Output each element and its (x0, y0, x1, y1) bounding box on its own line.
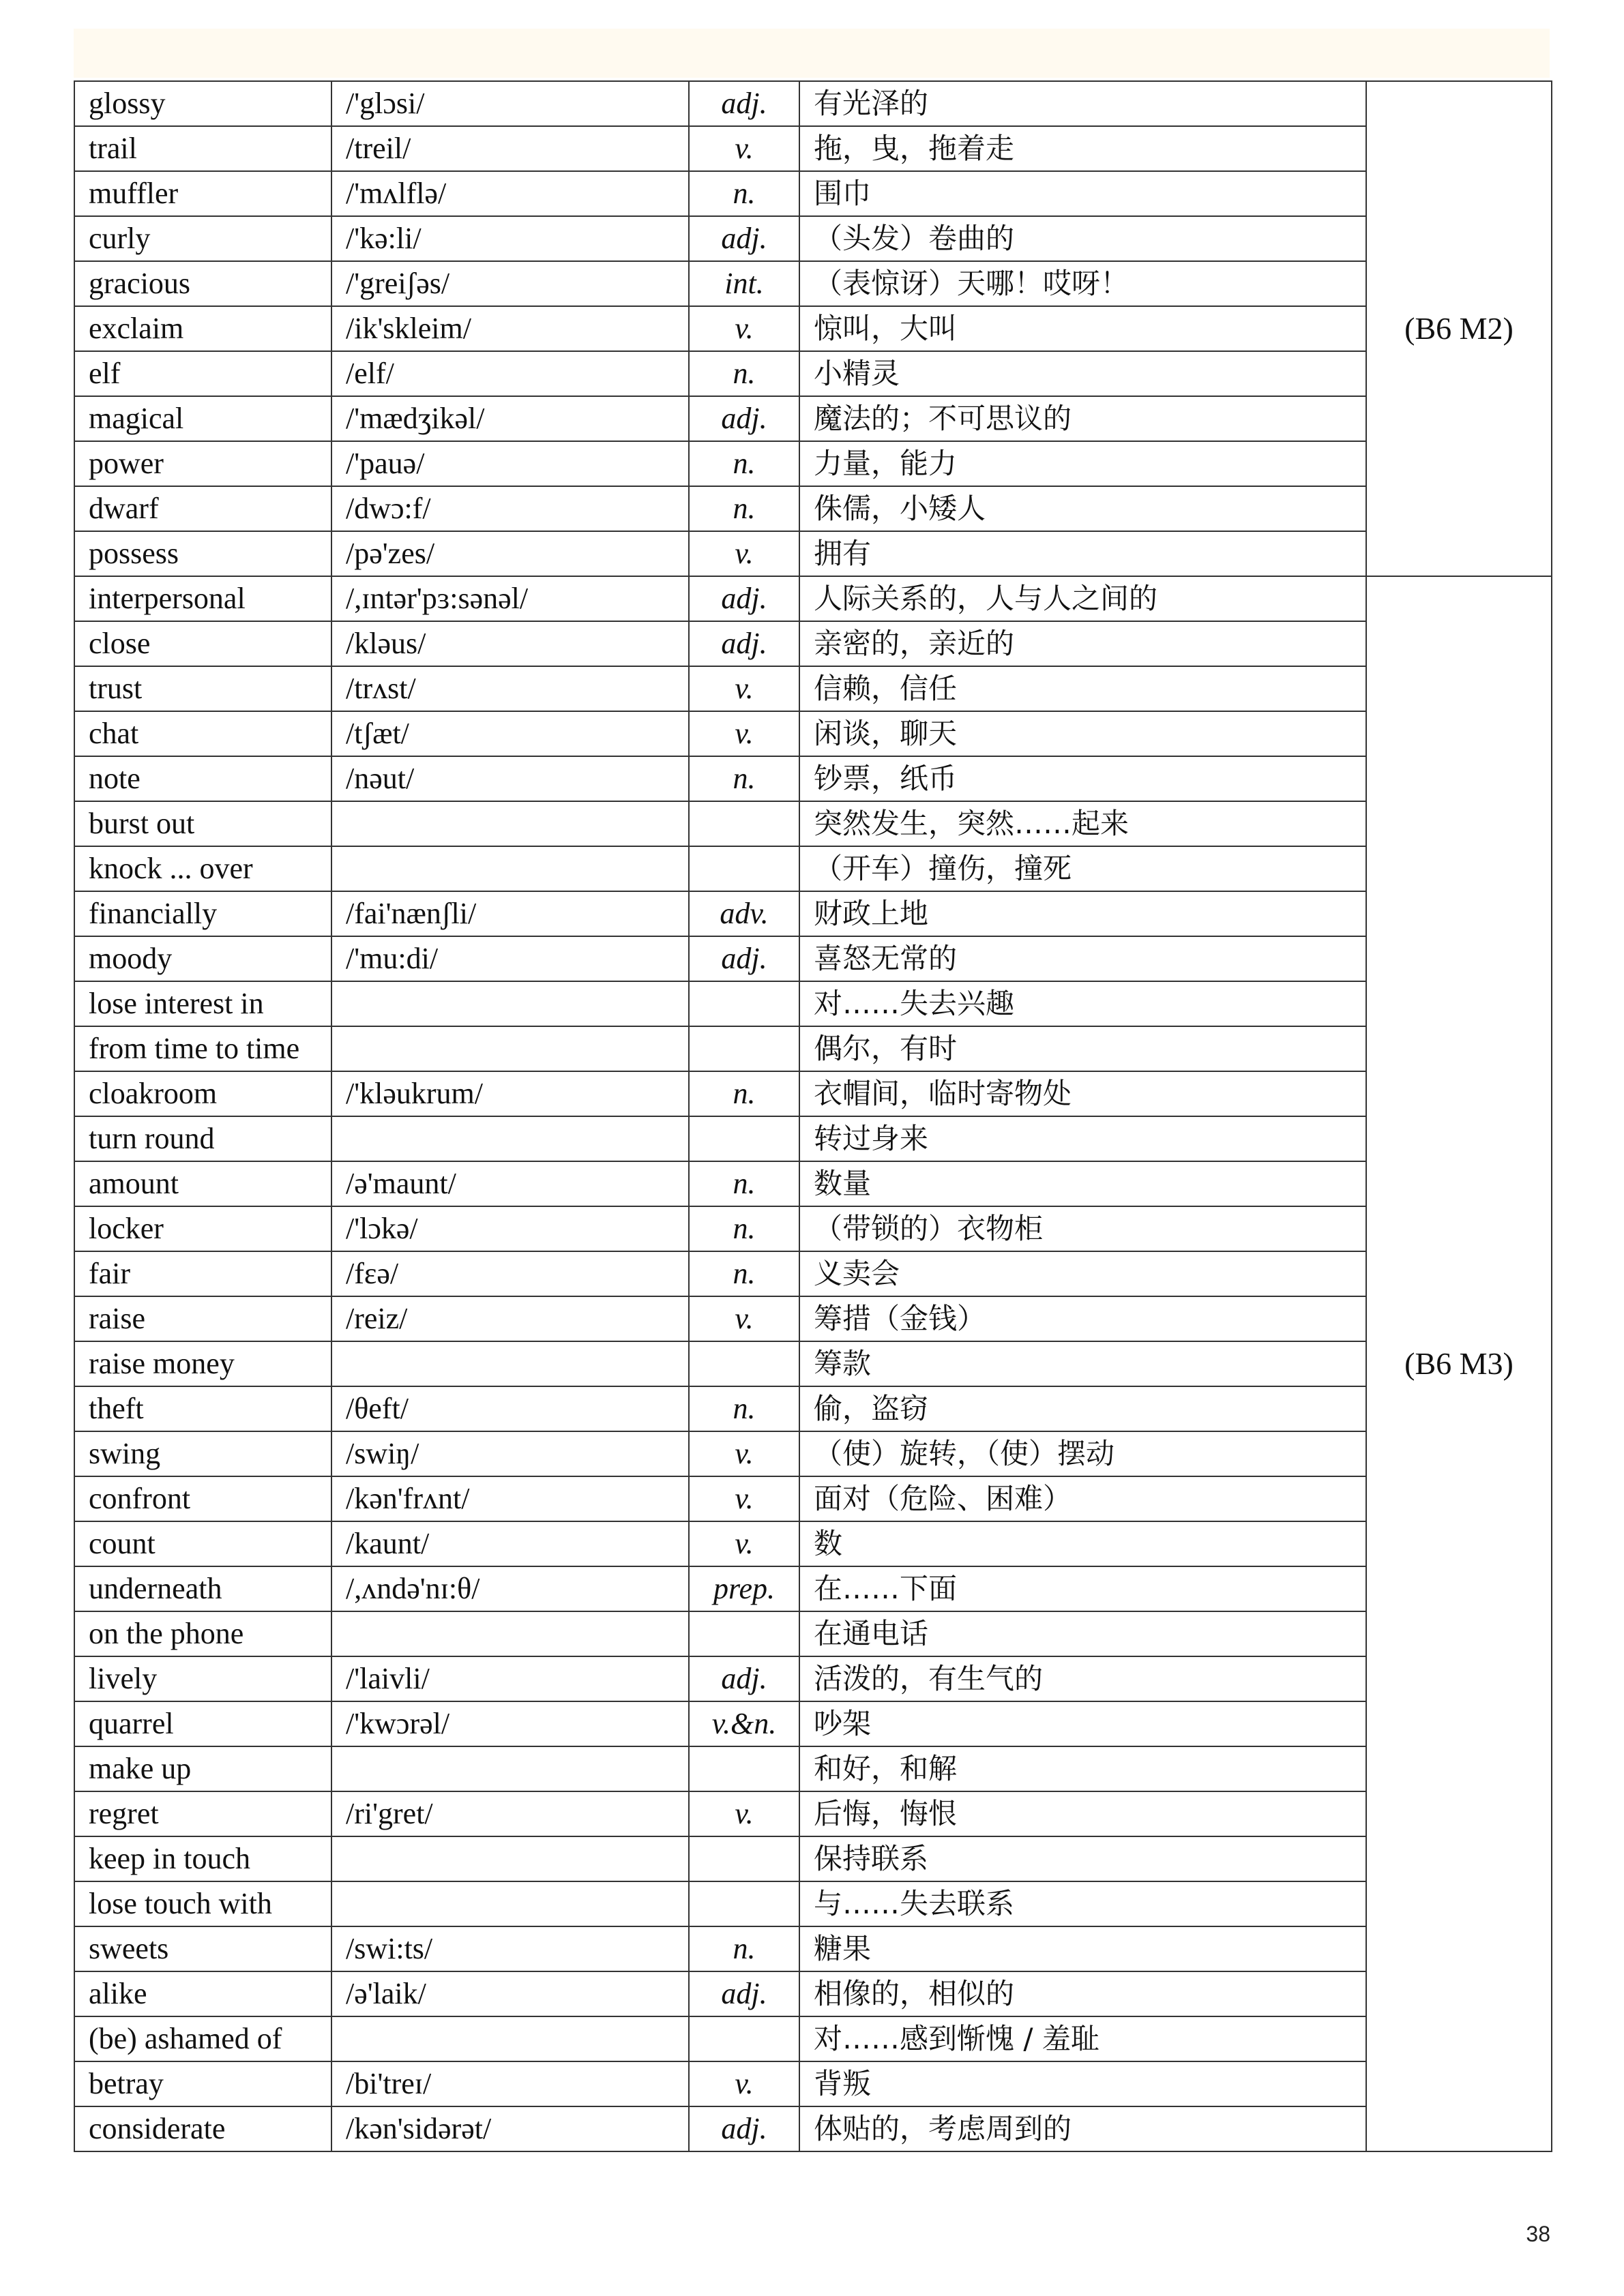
table-row (74, 576, 1552, 621)
meaning-cell: 面对（危险、困难） (799, 1476, 1366, 1521)
word-cell: close (74, 621, 331, 666)
word-cell: locker (74, 1206, 331, 1251)
table-row (74, 1656, 1552, 1701)
table-row (74, 846, 1552, 891)
table-row (74, 486, 1552, 531)
table-row (74, 2106, 1552, 2151)
meaning-cell: 保持联系 (799, 1836, 1366, 1881)
meaning-cell: 与……失去联系 (799, 1881, 1366, 1926)
table-row (74, 2061, 1552, 2106)
part-of-speech-cell: v. (689, 1476, 799, 1521)
phonetic-cell: /elf/ (331, 351, 689, 396)
table-row (74, 1746, 1552, 1791)
phonetic-cell (331, 1116, 689, 1161)
meaning-cell: 亲密的，亲近的 (799, 621, 1366, 666)
table-row (74, 1116, 1552, 1161)
part-of-speech-cell: adj. (689, 396, 799, 441)
part-of-speech-cell (689, 1341, 799, 1386)
phonetic-cell: /fai'nænʃli/ (331, 891, 689, 936)
word-cell: from time to time (74, 1026, 331, 1071)
part-of-speech-cell: n. (689, 1926, 799, 1971)
phonetic-cell: /kaunt/ (331, 1521, 689, 1566)
phonetic-cell (331, 1611, 689, 1656)
part-of-speech-cell: v. (689, 2061, 799, 2106)
meaning-cell: （带锁的）衣物柜 (799, 1206, 1366, 1251)
part-of-speech-cell: v. (689, 306, 799, 351)
table-row (74, 216, 1552, 261)
phonetic-cell: /pə'zes/ (331, 531, 689, 576)
table-row (74, 981, 1552, 1026)
phonetic-cell: /reiz/ (331, 1296, 689, 1341)
word-cell: theft (74, 1386, 331, 1431)
table-row (74, 171, 1552, 216)
phonetic-cell: /ri'gret/ (331, 1791, 689, 1836)
phonetic-cell (331, 981, 689, 1026)
part-of-speech-cell: n. (689, 756, 799, 801)
meaning-cell: 数 (799, 1521, 1366, 1566)
phonetic-cell: /'mʌlflə/ (331, 171, 689, 216)
word-cell: chat (74, 711, 331, 756)
meaning-cell: 信赖，信任 (799, 666, 1366, 711)
meaning-cell: 惊叫，大叫 (799, 306, 1366, 351)
meaning-cell: 偷，盗窃 (799, 1386, 1366, 1431)
meaning-cell: 糖果 (799, 1926, 1366, 1971)
phonetic-cell: /'mu:di/ (331, 936, 689, 981)
phonetic-cell (331, 1026, 689, 1071)
part-of-speech-cell (689, 2016, 799, 2061)
meaning-cell: 偶尔，有时 (799, 1026, 1366, 1071)
word-cell: amount (74, 1161, 331, 1206)
part-of-speech-cell: v. (689, 1521, 799, 1566)
word-cell: alike (74, 1971, 331, 2016)
word-cell: trail (74, 126, 331, 171)
meaning-cell: 围巾 (799, 171, 1366, 216)
meaning-cell: 转过身来 (799, 1116, 1366, 1161)
phonetic-cell: /,ʌndə'nɪ:θ/ (331, 1566, 689, 1611)
part-of-speech-cell: n. (689, 1251, 799, 1296)
meaning-cell: （表惊讶）天哪！哎呀！ (799, 261, 1366, 306)
word-cell: moody (74, 936, 331, 981)
phonetic-cell: /θeft/ (331, 1386, 689, 1431)
meaning-cell: 小精灵 (799, 351, 1366, 396)
word-cell: elf (74, 351, 331, 396)
part-of-speech-cell: adj. (689, 216, 799, 261)
table-row (74, 1971, 1552, 2016)
table-row (74, 711, 1552, 756)
table-row (74, 1206, 1552, 1251)
meaning-cell: 力量，能力 (799, 441, 1366, 486)
part-of-speech-cell: v. (689, 666, 799, 711)
word-cell: raise (74, 1296, 331, 1341)
phonetic-cell: /ə'laik/ (331, 1971, 689, 2016)
meaning-cell: 对……感到惭愧 / 羞耻 (799, 2016, 1366, 2061)
part-of-speech-cell (689, 1836, 799, 1881)
phonetic-cell: /ik'skleim/ (331, 306, 689, 351)
table-row (74, 1296, 1552, 1341)
phonetic-cell: /ə'maunt/ (331, 1161, 689, 1206)
meaning-cell: 在……下面 (799, 1566, 1366, 1611)
phonetic-cell: /trʌst/ (331, 666, 689, 711)
meaning-cell: （开车）撞伤，撞死 (799, 846, 1366, 891)
part-of-speech-cell: adv. (689, 891, 799, 936)
meaning-cell: 对……失去兴趣 (799, 981, 1366, 1026)
phonetic-cell: /nəut/ (331, 756, 689, 801)
table-row (74, 1881, 1552, 1926)
part-of-speech-cell: adj. (689, 2106, 799, 2151)
header-band (74, 29, 1550, 78)
word-cell: regret (74, 1791, 331, 1836)
part-of-speech-cell: v. (689, 711, 799, 756)
phonetic-cell: /'pauə/ (331, 441, 689, 486)
phonetic-cell: /'mædʒikəl/ (331, 396, 689, 441)
part-of-speech-cell: v. (689, 1431, 799, 1476)
page-number: 38 (1526, 2222, 1550, 2246)
part-of-speech-cell: adj. (689, 576, 799, 621)
word-cell: swing (74, 1431, 331, 1476)
meaning-cell: 有光泽的 (799, 81, 1366, 126)
table-row (74, 1566, 1552, 1611)
vocabulary-table-body (74, 81, 1552, 2151)
word-cell: trust (74, 666, 331, 711)
part-of-speech-cell: n. (689, 441, 799, 486)
word-cell: exclaim (74, 306, 331, 351)
part-of-speech-cell: adj. (689, 936, 799, 981)
phonetic-cell: /swiŋ/ (331, 1431, 689, 1476)
word-cell: possess (74, 531, 331, 576)
word-cell: underneath (74, 1566, 331, 1611)
phonetic-cell: /'kwɔrəl/ (331, 1701, 689, 1746)
word-cell: sweets (74, 1926, 331, 1971)
phonetic-cell: /kən'frʌnt/ (331, 1476, 689, 1521)
part-of-speech-cell: v. (689, 126, 799, 171)
table-row (74, 1611, 1552, 1656)
part-of-speech-cell (689, 1026, 799, 1071)
table-row (74, 936, 1552, 981)
meaning-cell: 数量 (799, 1161, 1366, 1206)
phonetic-cell: /,ɪntər'pɜ:sənəl/ (331, 576, 689, 621)
phonetic-cell: /kən'sidərət/ (331, 2106, 689, 2151)
phonetic-cell: /'kləukrum/ (331, 1071, 689, 1116)
table-row (74, 891, 1552, 936)
phonetic-cell (331, 846, 689, 891)
word-cell: curly (74, 216, 331, 261)
meaning-cell: 活泼的，有生气的 (799, 1656, 1366, 1701)
phonetic-cell: /'kə:li/ (331, 216, 689, 261)
table-row (74, 2016, 1552, 2061)
phonetic-cell: /kləus/ (331, 621, 689, 666)
meaning-cell: （头发）卷曲的 (799, 216, 1366, 261)
word-cell: considerate (74, 2106, 331, 2151)
phonetic-cell: /bi'treɪ/ (331, 2061, 689, 2106)
table-row (74, 531, 1552, 576)
part-of-speech-cell (689, 801, 799, 846)
meaning-cell: 义卖会 (799, 1251, 1366, 1296)
part-of-speech-cell: adj. (689, 621, 799, 666)
part-of-speech-cell: adj. (689, 1656, 799, 1701)
meaning-cell: 拖，曳，拖着走 (799, 126, 1366, 171)
word-cell: knock ... over (74, 846, 331, 891)
word-cell: quarrel (74, 1701, 331, 1746)
meaning-cell: 筹款 (799, 1341, 1366, 1386)
meaning-cell: 体贴的，考虑周到的 (799, 2106, 1366, 2151)
table-row (74, 1071, 1552, 1116)
phonetic-cell (331, 1341, 689, 1386)
table-row (74, 1926, 1552, 1971)
table-row (74, 351, 1552, 396)
meaning-cell: 财政上地 (799, 891, 1366, 936)
meaning-cell: 和好，和解 (799, 1746, 1366, 1791)
part-of-speech-cell: v. (689, 531, 799, 576)
word-cell: cloakroom (74, 1071, 331, 1116)
part-of-speech-cell: n. (689, 171, 799, 216)
meaning-cell: 后悔，悔恨 (799, 1791, 1366, 1836)
meaning-cell: （使）旋转，（使）摆动 (799, 1431, 1366, 1476)
part-of-speech-cell: n. (689, 1386, 799, 1431)
meaning-cell: 魔法的；不可思议的 (799, 396, 1366, 441)
phonetic-cell (331, 1881, 689, 1926)
phonetic-cell: /tʃæt/ (331, 711, 689, 756)
part-of-speech-cell: v. (689, 1296, 799, 1341)
word-cell: power (74, 441, 331, 486)
phonetic-cell: /'lɔkə/ (331, 1206, 689, 1251)
word-cell: lively (74, 1656, 331, 1701)
part-of-speech-cell: v. (689, 1791, 799, 1836)
word-cell: note (74, 756, 331, 801)
phonetic-cell (331, 2016, 689, 2061)
part-of-speech-cell: adj. (689, 1971, 799, 2016)
table-row (74, 1476, 1552, 1521)
word-cell: (be) ashamed of (74, 2016, 331, 2061)
table-row (74, 666, 1552, 711)
word-cell: muffler (74, 171, 331, 216)
word-cell: betray (74, 2061, 331, 2106)
meaning-cell: 衣帽间，临时寄物处 (799, 1071, 1366, 1116)
table-row (74, 396, 1552, 441)
unit-label: (B6 M2) (1366, 81, 1552, 576)
word-cell: burst out (74, 801, 331, 846)
meaning-cell: 拥有 (799, 531, 1366, 576)
part-of-speech-cell (689, 1881, 799, 1926)
table-row (74, 1431, 1552, 1476)
table-row (74, 1386, 1552, 1431)
part-of-speech-cell (689, 1116, 799, 1161)
part-of-speech-cell: v.&n. (689, 1701, 799, 1746)
word-cell: on the phone (74, 1611, 331, 1656)
part-of-speech-cell (689, 1746, 799, 1791)
phonetic-cell: /fɛə/ (331, 1251, 689, 1296)
meaning-cell: 钞票，纸币 (799, 756, 1366, 801)
phonetic-cell: /'greiʃəs/ (331, 261, 689, 306)
table-row (74, 306, 1552, 351)
table-row (74, 261, 1552, 306)
part-of-speech-cell: n. (689, 1071, 799, 1116)
phonetic-cell: /treil/ (331, 126, 689, 171)
meaning-cell: 筹措（金钱） (799, 1296, 1366, 1341)
word-cell: confront (74, 1476, 331, 1521)
table-row (74, 1251, 1552, 1296)
word-cell: interpersonal (74, 576, 331, 621)
meaning-cell: 在通电话 (799, 1611, 1366, 1656)
unit-label: (B6 M3) (1366, 576, 1552, 2151)
word-cell: lose touch with (74, 1881, 331, 1926)
table-row (74, 1836, 1552, 1881)
word-cell: count (74, 1521, 331, 1566)
word-cell: keep in touch (74, 1836, 331, 1881)
phonetic-cell (331, 1746, 689, 1791)
part-of-speech-cell: adj. (689, 81, 799, 126)
part-of-speech-cell: n. (689, 486, 799, 531)
word-cell: raise money (74, 1341, 331, 1386)
table-row (74, 801, 1552, 846)
phonetic-cell: /swi:ts/ (331, 1926, 689, 1971)
word-cell: glossy (74, 81, 331, 126)
part-of-speech-cell (689, 846, 799, 891)
word-cell: magical (74, 396, 331, 441)
part-of-speech-cell (689, 1611, 799, 1656)
meaning-cell: 喜怒无常的 (799, 936, 1366, 981)
word-cell: lose interest in (74, 981, 331, 1026)
part-of-speech-cell: n. (689, 1161, 799, 1206)
meaning-cell: 背叛 (799, 2061, 1366, 2106)
word-cell: dwarf (74, 486, 331, 531)
table-row (74, 756, 1552, 801)
meaning-cell: 闲谈，聊天 (799, 711, 1366, 756)
part-of-speech-cell (689, 981, 799, 1026)
table-row (74, 1341, 1552, 1386)
phonetic-cell: /'laivli/ (331, 1656, 689, 1701)
table-row (74, 1701, 1552, 1746)
table-row (74, 1521, 1552, 1566)
meaning-cell: 人际关系的，人与人之间的 (799, 576, 1366, 621)
word-cell: fair (74, 1251, 331, 1296)
phonetic-cell: /dwɔ:f/ (331, 486, 689, 531)
word-cell: turn round (74, 1116, 331, 1161)
table-row (74, 621, 1552, 666)
part-of-speech-cell: n. (689, 351, 799, 396)
phonetic-cell (331, 1836, 689, 1881)
table-row (74, 81, 1552, 126)
part-of-speech-cell: int. (689, 261, 799, 306)
part-of-speech-cell: prep. (689, 1566, 799, 1611)
meaning-cell: 侏儒，小矮人 (799, 486, 1366, 531)
meaning-cell: 突然发生，突然……起来 (799, 801, 1366, 846)
word-cell: gracious (74, 261, 331, 306)
part-of-speech-cell: n. (689, 1206, 799, 1251)
phonetic-cell (331, 801, 689, 846)
table-row (74, 441, 1552, 486)
table-row (74, 1161, 1552, 1206)
word-cell: financially (74, 891, 331, 936)
table-row (74, 1791, 1552, 1836)
meaning-cell: 吵架 (799, 1701, 1366, 1746)
table-row (74, 126, 1552, 171)
vocabulary-table (74, 80, 1552, 2152)
table-row (74, 1026, 1552, 1071)
phonetic-cell: /'glɔsi/ (331, 81, 689, 126)
meaning-cell: 相像的，相似的 (799, 1971, 1366, 2016)
word-cell: make up (74, 1746, 331, 1791)
